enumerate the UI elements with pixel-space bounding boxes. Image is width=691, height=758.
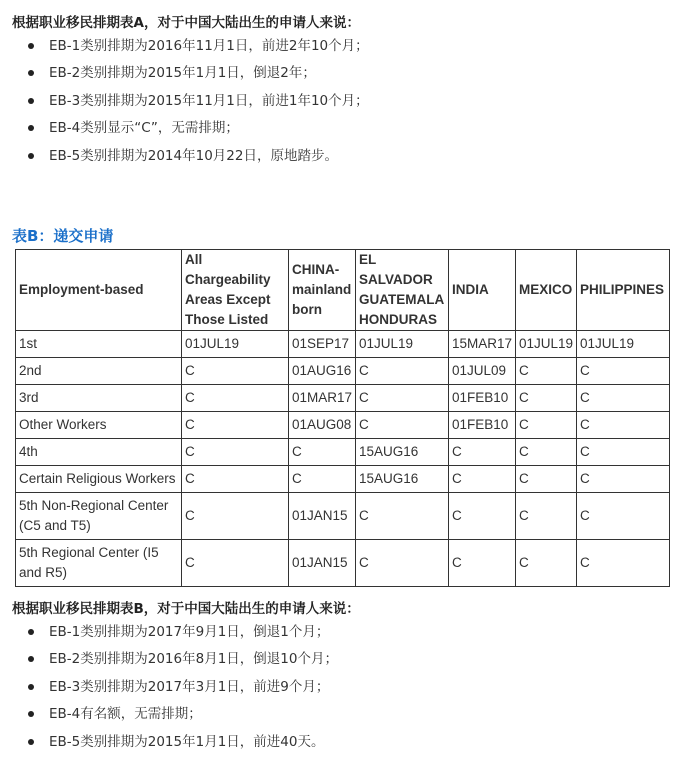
table-cell: 01FEB10 [449,385,516,412]
table-row [16,385,670,412]
table-row [16,331,670,358]
table-cell: C [182,358,289,385]
table-cell: C [182,466,289,493]
table-row [16,540,670,587]
table-cell: C [449,540,516,587]
table-cell: 01JUL19 [516,331,577,358]
table-cell: C [356,358,449,385]
table-cell: 01JUL19 [577,331,670,358]
table-row [16,493,670,540]
row-category: 5th Regional Center (I5 and R5) [16,540,182,587]
table-header-row [16,250,670,331]
column-header: EL SALVADOR GUATEMALA HONDURAS [356,250,449,331]
row-category: 2nd [16,358,182,385]
column-header: INDIA [449,250,516,331]
list-item-text: EB-5类别排期为2014年10月22日，原地踏步。 [49,147,338,164]
list-item-text: EB-3类别排期为2017年3月1日，前进9个月； [49,678,330,695]
column-header: Employment-based [16,250,182,331]
table-cell: C [577,493,670,540]
table-cell: C [289,439,356,466]
list-item-text: EB-1类别排期为2016年11月1日，前进2年10个月； [49,38,369,54]
list-item-text: EB-1类别排期为2017年9月1日，倒退1个月； [49,624,330,640]
list-item-text: EB-2类别排期为2015年1月1日，倒退2年； [49,65,316,82]
bullet-icon [28,70,34,76]
bullet-icon [28,98,34,104]
table-cell: 15AUG16 [356,466,449,493]
table-cell: C [577,439,670,466]
table-cell: C [182,385,289,412]
list-item-text: EB-2类别排期为2016年8月1日，倒退10个月； [49,651,338,668]
table-row [16,466,670,493]
table-cell: C [449,493,516,540]
row-category: 4th [16,439,182,466]
table-cell: 15AUG16 [356,439,449,466]
table-cell: C [289,466,356,493]
table-cell: C [516,358,577,385]
table-cell: C [577,412,670,439]
table-cell: C [577,358,670,385]
row-category: Other Workers [16,412,182,439]
table-cell: C [577,540,670,587]
table-cell: C [356,412,449,439]
table-b-title: 表B：递交申请 [12,227,114,245]
row-category: 3rd [16,385,182,412]
table-cell: C [182,412,289,439]
table-cell: C [449,439,516,466]
table-row [16,412,670,439]
column-header: All Chargeability Areas Except Those Listed [182,250,289,331]
table-cell: 01AUG08 [289,412,356,439]
table-cell: C [516,439,577,466]
table-cell: C [356,385,449,412]
bullet-icon [28,43,34,49]
table-cell: C [516,466,577,493]
table-cell: C [516,385,577,412]
table-cell: C [449,466,516,493]
table-row [16,439,670,466]
list-item-text: EB-5类别排期为2015年1月1日，前进40天。 [49,733,325,750]
bullet-icon [28,739,34,745]
table-cell: 01JUL19 [182,331,289,358]
column-header: MEXICO [516,250,577,331]
table-cell: 01AUG16 [289,358,356,385]
row-category: 5th Non-Regional Center (C5 and T5) [16,493,182,540]
table-cell: 01FEB10 [449,412,516,439]
column-header: CHINA-mainland born [289,250,356,331]
table-cell: 01JUL19 [356,331,449,358]
table-cell: 01JAN15 [289,540,356,587]
table-row [16,358,670,385]
table-cell: 01MAR17 [289,385,356,412]
table-cell: 01JUL09 [449,358,516,385]
bullet-icon [28,711,34,717]
bullet-icon [28,656,34,662]
table-cell: C [516,540,577,587]
table-cell: C [516,412,577,439]
table-cell: C [182,493,289,540]
list-item-text: EB-4类别显示“C”，无需排期； [49,120,239,137]
row-category: Certain Religious Workers [16,466,182,493]
table-b-summary-heading: 根据职业移民排期表B，对于中国大陆出生的申请人来说： [12,601,360,617]
table-a-summary-heading: 根据职业移民排期表A，对于中国大陆出生的申请人来说： [12,15,360,31]
visa-bulletin-table [15,249,670,587]
bullet-icon [28,629,34,635]
table-cell: 15MAR17 [449,331,516,358]
table-cell: C [516,493,577,540]
list-item-text: EB-4有名额，无需排期； [49,706,202,723]
table-cell: C [182,540,289,587]
table-cell: C [182,439,289,466]
bullet-icon [28,153,34,159]
table-cell: C [356,540,449,587]
bullet-icon [28,125,34,131]
table-cell: C [577,466,670,493]
list-item-text: EB-3类别排期为2015年11月1日，前进1年10个月； [49,92,369,109]
column-header: PHILIPPINES [577,250,670,331]
table-cell: C [356,493,449,540]
row-category: 1st [16,331,182,358]
table-cell: 01SEP17 [289,331,356,358]
bullet-icon [28,684,34,690]
table-cell: C [577,385,670,412]
table-cell: 01JAN15 [289,493,356,540]
